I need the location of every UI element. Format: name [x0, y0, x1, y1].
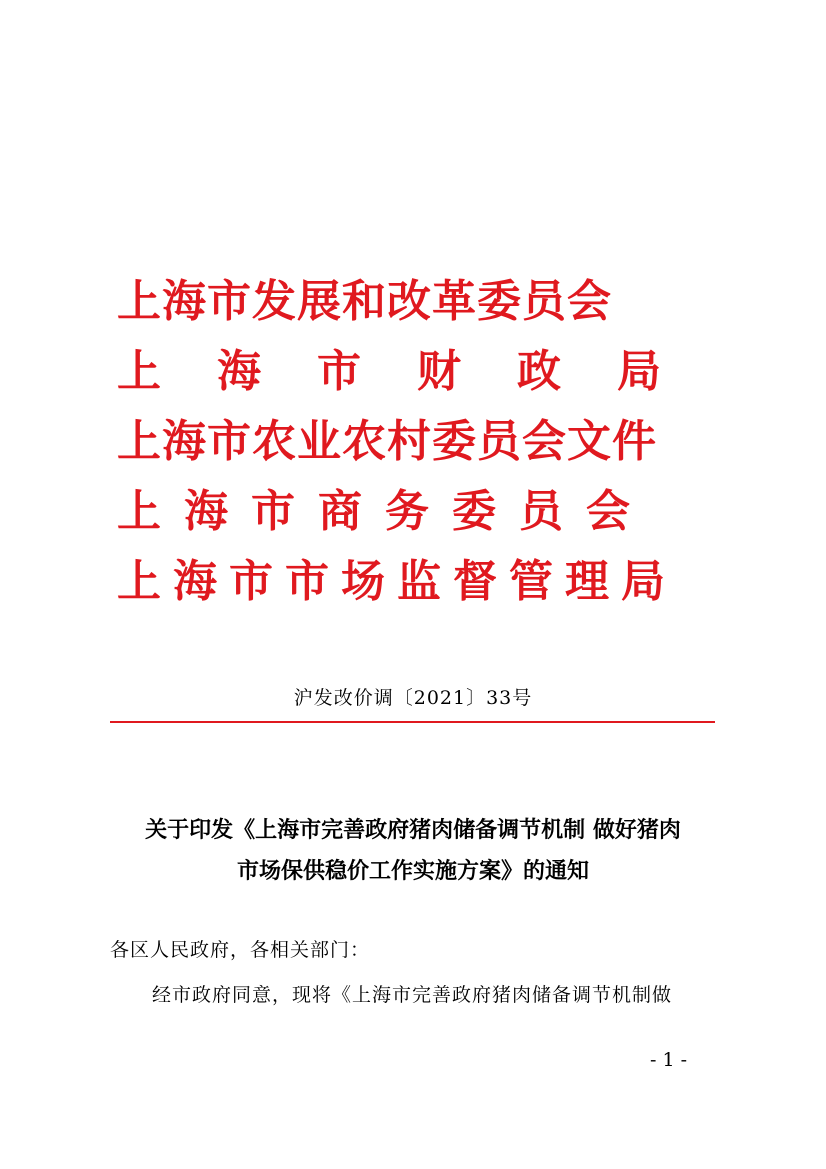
issuer-finance-bureau: 上海市财政局	[117, 346, 717, 397]
issuer-market-regulation: 上海市市场监督管理局	[117, 556, 677, 607]
salutation: 各区人民政府，各相关部门：	[110, 939, 371, 961]
issuer-ndrc: 上海市发展和改革委员会	[117, 276, 612, 327]
issuer-commerce-commission: 上海市商务委员会	[117, 486, 653, 537]
page-number: - 1 -	[650, 1049, 688, 1071]
document-title-line-1: 关于印发《上海市完善政府猪肉储备调节机制 做好猪肉	[145, 817, 681, 843]
document-title-line-2: 市场保供稳价工作实施方案》的通知	[236, 858, 589, 884]
issuer-agriculture-commission: 上海市农业农村委员会文件	[117, 416, 657, 467]
body-paragraph-first-line: 经市政府同意，现将《上海市完善政府猪肉储备调节机制做	[152, 984, 673, 1006]
red-separator-line	[110, 721, 715, 723]
document-number: 沪发改价调〔2021〕33号	[293, 687, 533, 709]
